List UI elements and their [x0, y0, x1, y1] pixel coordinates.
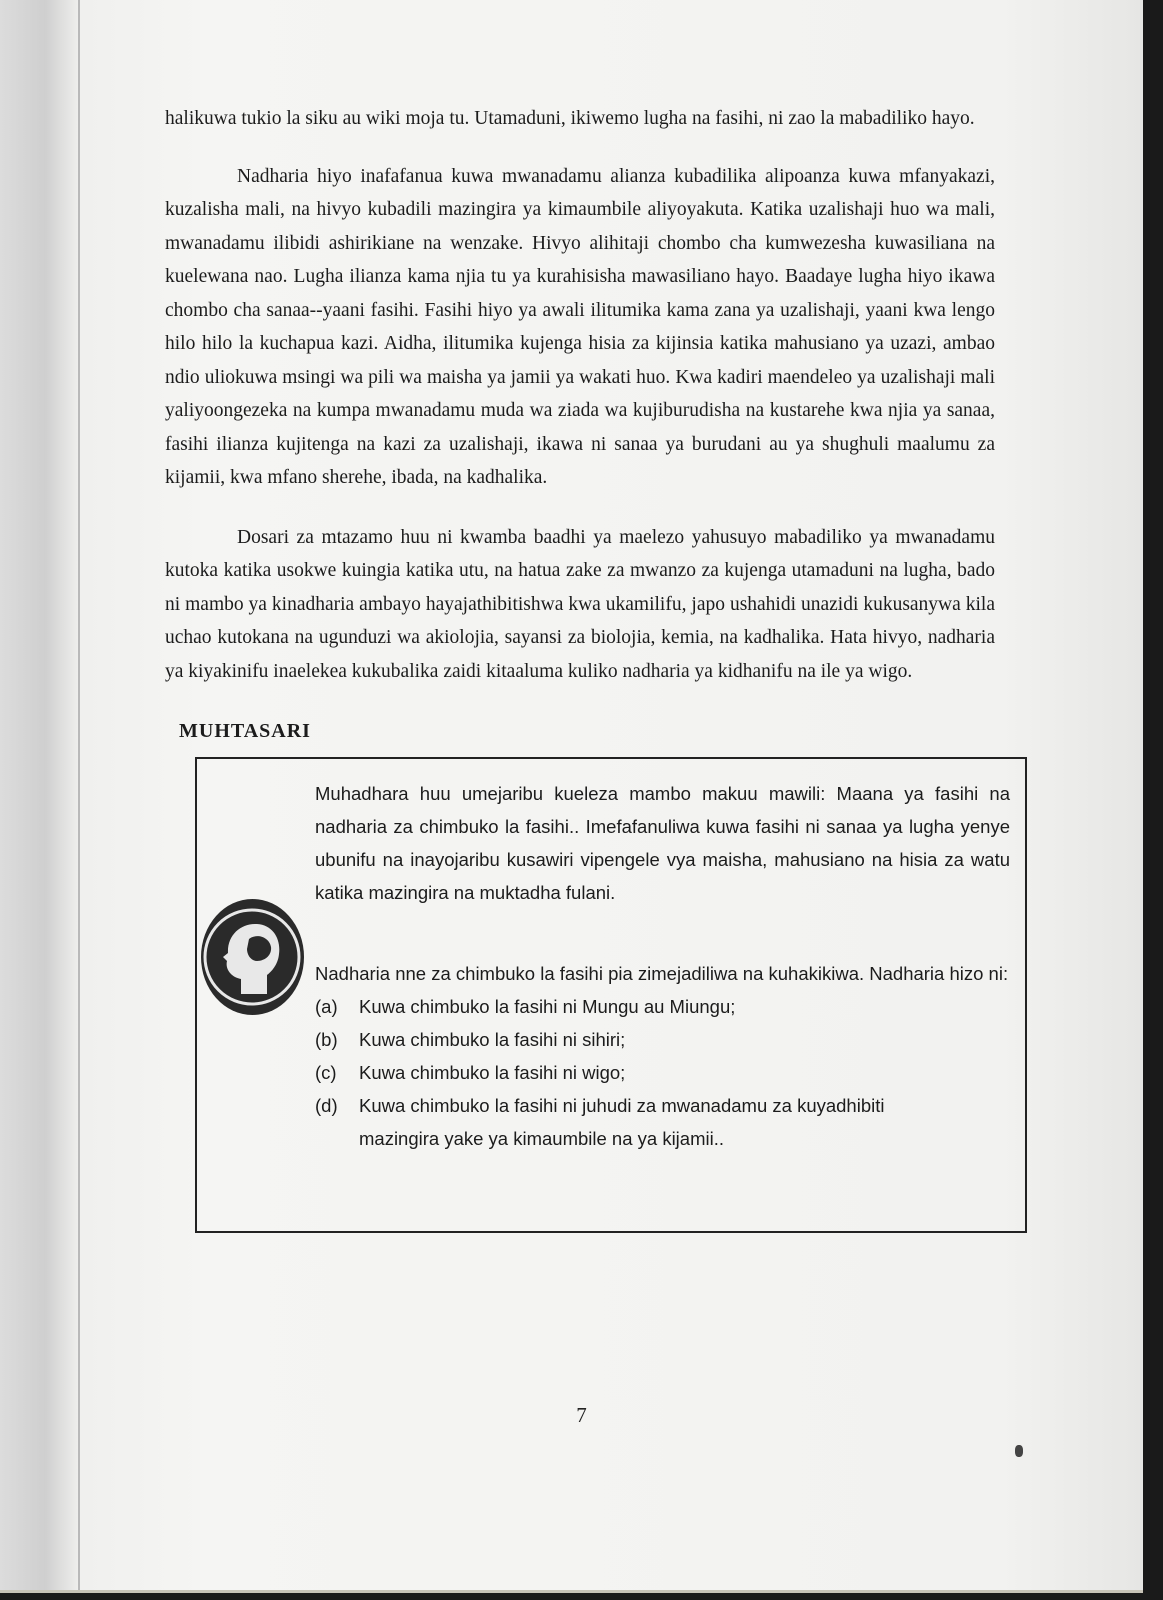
- summary-lead: Nadharia nne za chimbuko la fasihi pia zimejadiliwa na kuhakikiwa. Nadharia hizo ni:: [315, 963, 1009, 984]
- list-item-label: (c): [315, 1062, 337, 1083]
- paragraph-continuation: halikuwa tukio la siku au wiki moja tu. Utamaduni, ikiwemo lugha na fasihi, ni zao la mabadiliko hayo.: [165, 108, 975, 129]
- page-number: 7: [576, 1403, 587, 1427]
- summary-box: [195, 757, 1027, 1233]
- page-content: [165, 102, 1010, 1233]
- head-silhouette-icon: [201, 899, 304, 1015]
- list-item-label: (b): [315, 1029, 338, 1050]
- list-item-text: Kuwa chimbuko la fasihi ni Mungu au Miungu;: [359, 996, 736, 1017]
- summary-text: [315, 777, 1010, 1155]
- list-item: [315, 1089, 1010, 1122]
- head-silhouette-svg: [201, 899, 304, 1015]
- list-item-label: (a): [315, 996, 338, 1017]
- list-item: [315, 1056, 1010, 1089]
- list-item: [315, 1023, 1010, 1056]
- list-item-text: Kuwa chimbuko la fasihi ni sihiri;: [359, 1029, 626, 1050]
- summary-intro: Muhadhara huu umejaribu kueleza mambo makuu mawili: Maana ya fasihi na nadharia za chimbuko la fasihi.. Imefafanuliwa kuwa fasihi ni sanaa ya lugha yenye ubunifu na inayojaribu kusawiri vipengele vya maisha, mahusiano na hisia za watu katika mazingira na muktadha fulani.: [315, 783, 1010, 903]
- binding-fold: [78, 0, 80, 1590]
- list-item-continuation: mazingira yake ya kimaumbile na ya kijamii..: [359, 1128, 724, 1149]
- list-item-text: Kuwa chimbuko la fasihi ni juhudi za mwanadamu za kuyadhibiti: [359, 1095, 885, 1116]
- paragraph-theory-explanation: Nadharia hiyo inafafanua kuwa mwanadamu alianza kubadilika alipoanza kuwa mfanyakazi, kuzalisha mali, na hivyo kubadili mazingira ya kimaumbile aliyoyakuta. Katika uzalishaji huo wa mali, mwanadamu ilibidi ashirikiane na wenzake. Hivyo alihitaji chombo cha kumwezesha kuwasiliana na kuelewana nao. Lugha ilianza kama njia tu ya kurahisisha mawasiliano hayo. Baadaye lugha hiyo ikawa chombo cha sanaa--yaani fasihi. Fasihi hiyo ya awali ilitumika kama zana ya uzalishaji, yaani kwa lengo hilo hilo la kuchapua kazi. Aidha, ilitumika kujenga hisia za kijinsia katika mahusiano ya uzazi, ambao ndio uliokuwa msingi wa pili wa maisha ya jamii ya wakati huo. Kwa kadiri maendeleo ya uzalishaji mali yaliyoongezeka na kumpa mwanadamu muda wa ziada wa kujiburudisha na kustarehe kwa njia ya sanaa, fasihi ilianza kujitenga na kazi za uzalishaji, ikawa ni sanaa ya burudani au ya shughuli maalumu za kijamii, kwa mfano sherehe, ibada, na kadhalika.: [165, 165, 995, 488]
- paragraph-theory-critique: Dosari za mtazamo huu ni kwamba baadhi ya maelezo yahusuyo mabadiliko ya mwanadamu kutoka katika usokwe kuingia katika utu, na hatua zake za mwanzo za kujenga utamaduni na lugha, bado ni mambo ya kinadharia ambayo hayajathibitishwa kwa ukamilifu, japo ushahidi unazidi kukusanywa kila uchao kutokana na ugunduzi wa akiolojia, sayansi za biolojia, kemia, na kadhalika. Hata hivyo, nadharia ya kiyakinifu inaelekea kukubalika zaidi kitaaluma kuliko nadharia ya kidhanifu na ile ya wigo.: [165, 526, 995, 682]
- theory-list: [315, 990, 1010, 1122]
- scan-speck: [1015, 1445, 1023, 1457]
- list-item: [315, 990, 1010, 1023]
- list-item-text: Kuwa chimbuko la fasihi ni wigo;: [359, 1062, 626, 1083]
- list-item-label: (d): [315, 1095, 338, 1116]
- summary-heading: MUHTASARI: [179, 720, 311, 742]
